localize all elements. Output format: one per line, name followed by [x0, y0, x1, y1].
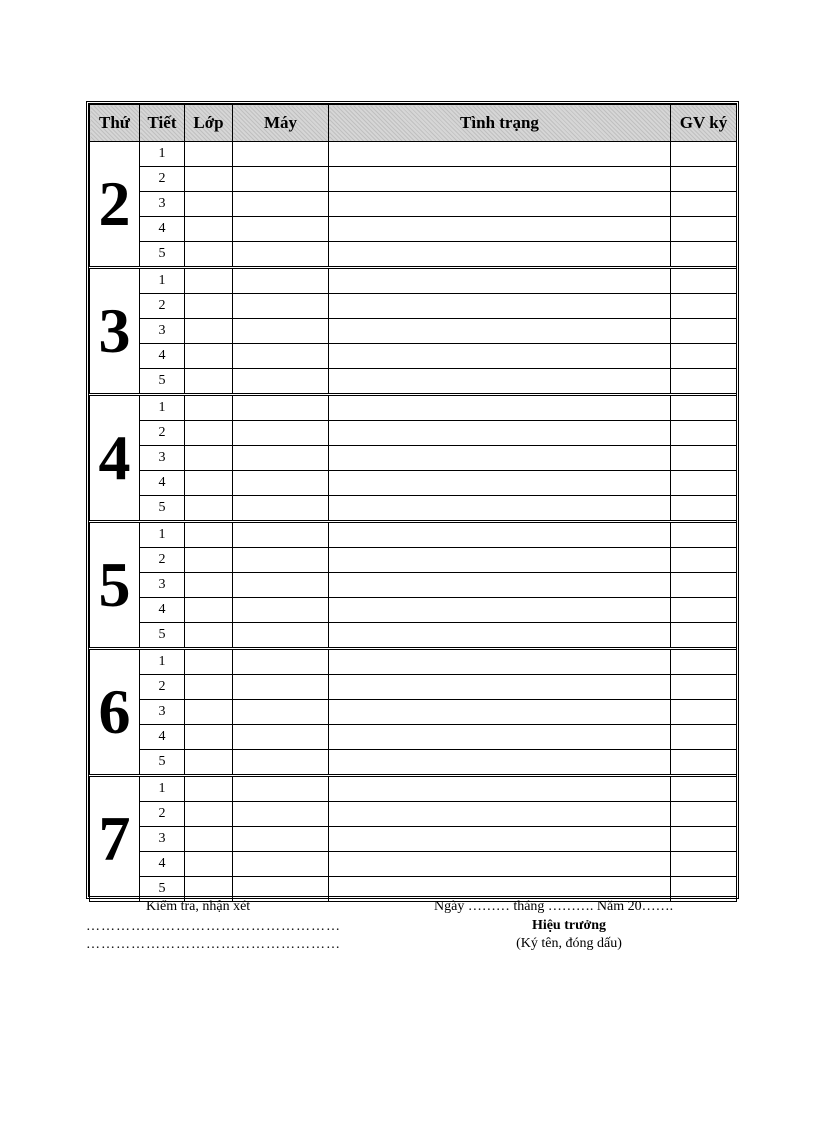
period-number: 5	[140, 750, 185, 776]
class-cell[interactable]	[185, 750, 233, 776]
status-cell[interactable]	[329, 167, 671, 192]
class-cell[interactable]	[185, 446, 233, 471]
teacher-sign-cell[interactable]	[671, 649, 737, 675]
period-number: 2	[140, 548, 185, 573]
status-cell[interactable]	[329, 217, 671, 242]
teacher-sign-cell[interactable]	[671, 446, 737, 471]
period-number: 2	[140, 802, 185, 827]
status-cell[interactable]	[329, 421, 671, 446]
machine-cell[interactable]	[233, 675, 329, 700]
class-cell[interactable]	[185, 217, 233, 242]
teacher-sign-cell[interactable]	[671, 242, 737, 268]
machine-cell[interactable]	[233, 369, 329, 395]
table-row	[90, 496, 737, 522]
teacher-sign-cell[interactable]	[671, 142, 737, 167]
machine-cell[interactable]	[233, 522, 329, 548]
status-cell[interactable]	[329, 700, 671, 725]
machine-cell[interactable]	[233, 217, 329, 242]
lab-log-table	[89, 104, 737, 902]
class-cell[interactable]	[185, 675, 233, 700]
teacher-sign-cell[interactable]	[671, 827, 737, 852]
teacher-sign-cell[interactable]	[671, 802, 737, 827]
signer-title: Hiệu trưởng	[531, 918, 607, 933]
table-row	[90, 446, 737, 471]
table-row	[90, 421, 737, 446]
status-cell[interactable]	[329, 573, 671, 598]
teacher-sign-cell[interactable]	[671, 496, 737, 522]
teacher-sign-cell[interactable]	[671, 548, 737, 573]
table-row	[90, 852, 737, 877]
teacher-sign-cell[interactable]	[671, 877, 737, 902]
period-number: 1	[140, 268, 185, 294]
header-row	[90, 105, 737, 142]
machine-cell[interactable]	[233, 319, 329, 344]
period-number: 1	[140, 776, 185, 802]
class-cell[interactable]	[185, 827, 233, 852]
period-number: 4	[140, 725, 185, 750]
status-cell[interactable]	[329, 369, 671, 395]
machine-cell[interactable]	[233, 852, 329, 877]
table-row	[90, 649, 737, 675]
period-number: 2	[140, 421, 185, 446]
teacher-sign-cell[interactable]	[671, 421, 737, 446]
status-cell[interactable]	[329, 776, 671, 802]
class-cell[interactable]	[185, 421, 233, 446]
table-row	[90, 294, 737, 319]
status-cell[interactable]	[329, 623, 671, 649]
machine-cell[interactable]	[233, 192, 329, 217]
period-number: 5	[140, 369, 185, 395]
machine-cell[interactable]	[233, 446, 329, 471]
teacher-sign-cell[interactable]	[671, 623, 737, 649]
header-day: Thứ	[90, 105, 140, 142]
status-cell[interactable]	[329, 852, 671, 877]
class-cell[interactable]	[185, 522, 233, 548]
teacher-sign-cell[interactable]	[671, 725, 737, 750]
class-cell[interactable]	[185, 344, 233, 369]
teacher-sign-cell[interactable]	[671, 319, 737, 344]
status-cell[interactable]	[329, 675, 671, 700]
status-cell[interactable]	[329, 802, 671, 827]
period-number: 5	[140, 623, 185, 649]
table-row	[90, 725, 737, 750]
period-number: 1	[140, 649, 185, 675]
machine-cell[interactable]	[233, 649, 329, 675]
table-row	[90, 471, 737, 496]
class-cell[interactable]	[185, 776, 233, 802]
class-cell[interactable]	[185, 192, 233, 217]
teacher-sign-cell[interactable]	[671, 750, 737, 776]
table-row	[90, 623, 737, 649]
status-cell[interactable]	[329, 548, 671, 573]
table-row	[90, 167, 737, 192]
header-period: Tiết	[140, 105, 185, 142]
table-row	[90, 802, 737, 827]
day-number: 5	[90, 522, 140, 649]
machine-cell[interactable]	[233, 471, 329, 496]
period-number: 3	[140, 827, 185, 852]
status-cell[interactable]	[329, 725, 671, 750]
teacher-sign-cell[interactable]	[671, 294, 737, 319]
period-number: 1	[140, 522, 185, 548]
teacher-sign-cell[interactable]	[671, 395, 737, 421]
teacher-sign-cell[interactable]	[671, 776, 737, 802]
period-number: 2	[140, 675, 185, 700]
machine-cell[interactable]	[233, 395, 329, 421]
date-line: Ngày ……… tháng ………. Năm 20…….	[434, 899, 674, 914]
period-number: 3	[140, 319, 185, 344]
machine-cell[interactable]	[233, 776, 329, 802]
period-number: 2	[140, 294, 185, 319]
class-cell[interactable]	[185, 142, 233, 167]
table-row	[90, 598, 737, 623]
class-cell[interactable]	[185, 242, 233, 268]
machine-cell[interactable]	[233, 725, 329, 750]
class-cell[interactable]	[185, 548, 233, 573]
period-number: 3	[140, 700, 185, 725]
machine-cell[interactable]	[233, 827, 329, 852]
period-number: 4	[140, 598, 185, 623]
status-cell[interactable]	[329, 395, 671, 421]
teacher-sign-cell[interactable]	[671, 598, 737, 623]
status-cell[interactable]	[329, 598, 671, 623]
table-row	[90, 548, 737, 573]
class-cell[interactable]	[185, 573, 233, 598]
teacher-sign-cell[interactable]	[671, 217, 737, 242]
status-cell[interactable]	[329, 268, 671, 294]
machine-cell[interactable]	[233, 268, 329, 294]
status-cell[interactable]	[329, 750, 671, 776]
status-cell[interactable]	[329, 522, 671, 548]
review-dotted-line-2: ……………………………………………	[86, 937, 341, 952]
machine-cell[interactable]	[233, 294, 329, 319]
class-cell[interactable]	[185, 623, 233, 649]
status-cell[interactable]	[329, 649, 671, 675]
table-row	[90, 242, 737, 268]
header-teacher-sign: GV ký	[671, 105, 737, 142]
status-cell[interactable]	[329, 471, 671, 496]
header-status: Tình trạng	[329, 105, 671, 142]
day-number: 6	[90, 649, 140, 776]
period-number: 4	[140, 471, 185, 496]
status-cell[interactable]	[329, 242, 671, 268]
machine-cell[interactable]	[233, 344, 329, 369]
day-number: 2	[90, 142, 140, 268]
teacher-sign-cell[interactable]	[671, 852, 737, 877]
table-row	[90, 344, 737, 369]
class-cell[interactable]	[185, 598, 233, 623]
table-row	[90, 675, 737, 700]
period-number: 3	[140, 573, 185, 598]
table-row	[90, 369, 737, 395]
machine-cell[interactable]	[233, 877, 329, 902]
period-number: 1	[140, 142, 185, 167]
period-number: 1	[140, 395, 185, 421]
machine-cell[interactable]	[233, 573, 329, 598]
teacher-sign-cell[interactable]	[671, 675, 737, 700]
period-number: 4	[140, 852, 185, 877]
day-number: 7	[90, 776, 140, 902]
teacher-sign-cell[interactable]	[671, 573, 737, 598]
class-cell[interactable]	[185, 294, 233, 319]
class-cell[interactable]	[185, 877, 233, 902]
table-row	[90, 750, 737, 776]
table-row	[90, 268, 737, 294]
class-cell[interactable]	[185, 395, 233, 421]
signer-note: (Ký tên, đóng dấu)	[516, 936, 622, 951]
machine-cell[interactable]	[233, 598, 329, 623]
table-row	[90, 192, 737, 217]
machine-cell[interactable]	[233, 750, 329, 776]
table-row	[90, 142, 737, 167]
machine-cell[interactable]	[233, 623, 329, 649]
table-row	[90, 217, 737, 242]
status-cell[interactable]	[329, 877, 671, 902]
teacher-sign-cell[interactable]	[671, 344, 737, 369]
status-cell[interactable]	[329, 446, 671, 471]
teacher-sign-cell[interactable]	[671, 192, 737, 217]
day-number: 3	[90, 268, 140, 395]
class-cell[interactable]	[185, 369, 233, 395]
review-title: Kiểm tra, nhận xét	[146, 899, 251, 914]
class-cell[interactable]	[185, 725, 233, 750]
schedule-sheet	[86, 101, 739, 899]
table-row	[90, 319, 737, 344]
status-cell[interactable]	[329, 142, 671, 167]
class-cell[interactable]	[185, 649, 233, 675]
header-class: Lớp	[185, 105, 233, 142]
class-cell[interactable]	[185, 496, 233, 522]
class-cell[interactable]	[185, 319, 233, 344]
teacher-sign-cell[interactable]	[671, 369, 737, 395]
class-cell[interactable]	[185, 852, 233, 877]
class-cell[interactable]	[185, 802, 233, 827]
table-row	[90, 395, 737, 421]
teacher-sign-cell[interactable]	[671, 700, 737, 725]
table-row	[90, 573, 737, 598]
teacher-sign-cell[interactable]	[671, 471, 737, 496]
period-number: 5	[140, 242, 185, 268]
period-number: 3	[140, 192, 185, 217]
machine-cell[interactable]	[233, 700, 329, 725]
header-machine: Máy	[233, 105, 329, 142]
table-row	[90, 776, 737, 802]
class-cell[interactable]	[185, 268, 233, 294]
status-cell[interactable]	[329, 827, 671, 852]
table-body	[90, 142, 737, 902]
period-number: 4	[140, 344, 185, 369]
period-number: 5	[140, 496, 185, 522]
period-number: 3	[140, 446, 185, 471]
machine-cell[interactable]	[233, 142, 329, 167]
table-row	[90, 827, 737, 852]
status-cell[interactable]	[329, 496, 671, 522]
status-cell[interactable]	[329, 294, 671, 319]
status-cell[interactable]	[329, 192, 671, 217]
period-number: 5	[140, 877, 185, 902]
table-row	[90, 877, 737, 902]
footer	[86, 899, 739, 959]
machine-cell[interactable]	[233, 421, 329, 446]
period-number: 2	[140, 167, 185, 192]
teacher-sign-cell[interactable]	[671, 522, 737, 548]
table-row	[90, 522, 737, 548]
machine-cell[interactable]	[233, 242, 329, 268]
machine-cell[interactable]	[233, 802, 329, 827]
day-number: 4	[90, 395, 140, 522]
period-number: 4	[140, 217, 185, 242]
class-cell[interactable]	[185, 167, 233, 192]
class-cell[interactable]	[185, 471, 233, 496]
machine-cell[interactable]	[233, 548, 329, 573]
teacher-sign-cell[interactable]	[671, 167, 737, 192]
machine-cell[interactable]	[233, 167, 329, 192]
review-dotted-line-1: ……………………………………………	[86, 919, 341, 934]
machine-cell[interactable]	[233, 496, 329, 522]
class-cell[interactable]	[185, 700, 233, 725]
status-cell[interactable]	[329, 344, 671, 369]
table-row	[90, 700, 737, 725]
teacher-sign-cell[interactable]	[671, 268, 737, 294]
status-cell[interactable]	[329, 319, 671, 344]
